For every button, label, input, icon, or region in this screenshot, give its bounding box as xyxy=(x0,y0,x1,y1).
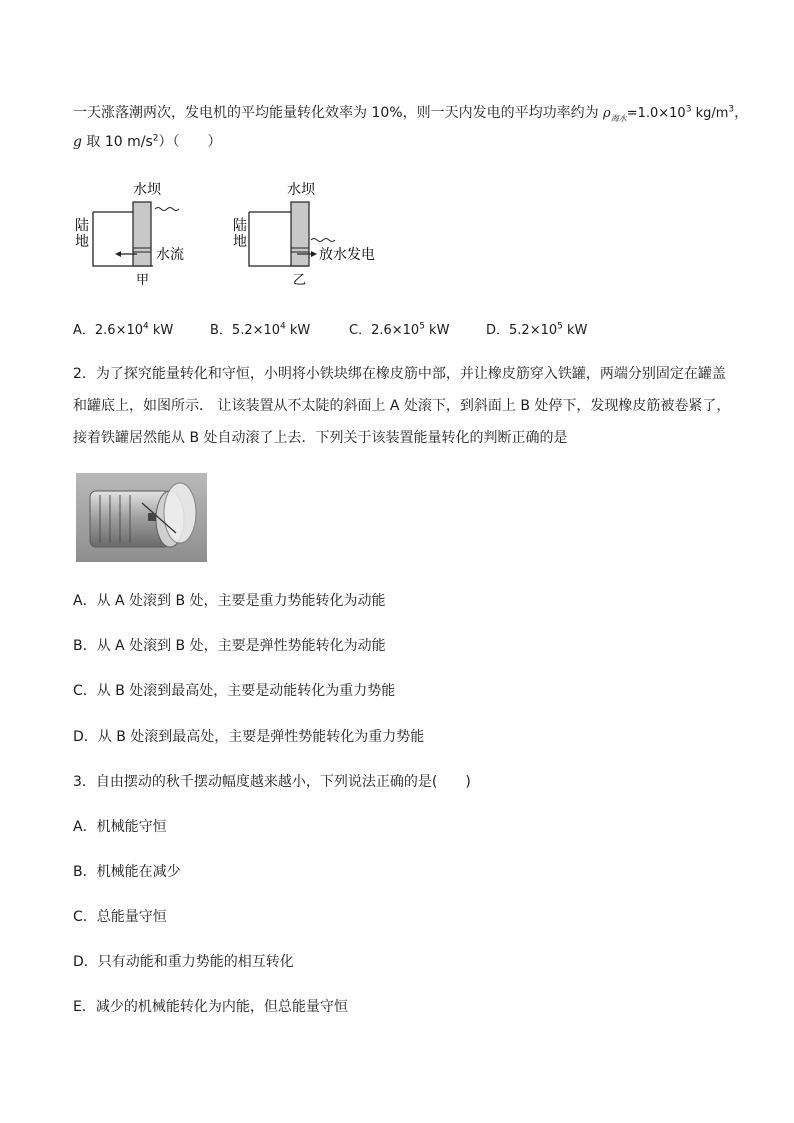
yi-land-label-2: 地 xyxy=(233,234,247,250)
q1-option-b-value: 5.2×10 xyxy=(231,323,281,338)
q3-stem: 3．自由摆动的秋千摆动幅度越来越小，下列说法正确的是( ) xyxy=(73,774,471,790)
iron-block xyxy=(148,513,156,521)
q2-option-a[interactable]: A．从 A 处滚到 B 处，主要是重力势能转化为动能 xyxy=(73,593,386,609)
q3-option-c[interactable]: C．总能量守恒 xyxy=(73,909,167,925)
rho-unit: kg/m xyxy=(691,106,729,121)
q1-option-a[interactable] xyxy=(73,319,173,338)
q2-stem-line-1: 2．为了探究能量转化和守恒，小明将小铁块绑在橡皮筋中部，并让橡皮筋穿入铁罐，两端分别固定在罐盖 xyxy=(73,366,726,382)
rho-subscript: 海水 xyxy=(610,113,627,123)
q3-option-d[interactable]: D．只有动能和重力势能的相互转化 xyxy=(73,954,294,970)
q2-stem-line-2: 和罐底上，如图所示． 让该装置从不太陡的斜面上 A 处滚下，到斜面上 B 处停下，发现橡皮筋被卷紧了， xyxy=(73,398,731,414)
q1-option-a-label: A． xyxy=(73,323,95,338)
jia-dam-label: 水坝 xyxy=(133,182,161,198)
yi-land-label-1: 陆 xyxy=(233,218,247,234)
rho-exponent: 3 xyxy=(685,104,692,115)
yi-dam xyxy=(291,202,309,266)
rho-symbol: ρ xyxy=(603,106,611,121)
q1-option-a-value: 2.6×10 xyxy=(94,323,144,338)
jia-land-label-2: 地 xyxy=(75,234,89,250)
q2-option-b[interactable]: B．从 A 处滚到 B 处，主要是弹性势能转化为动能 xyxy=(73,638,386,654)
q1-stem-text: 一天涨落潮两次，发电机的平均能量转化效率为 10%，则一天内发电的平均功率约为 xyxy=(73,105,599,121)
jia-flow-label: 水流 xyxy=(156,247,184,263)
q1-option-c[interactable] xyxy=(349,319,449,338)
q2-option-d[interactable]: D．从 B 处滚到最高处，主要是弹性势能转化为重力势能 xyxy=(73,729,425,745)
jia-land-label-1: 陆 xyxy=(75,218,89,234)
yi-arrow-head xyxy=(311,251,317,257)
jia-sea-wave xyxy=(155,208,179,211)
q1-answer-blank: ）（ ） xyxy=(158,134,222,150)
q1-stem-line-1 xyxy=(73,103,748,129)
g-symbol: g xyxy=(73,134,82,150)
q3-option-e[interactable]: E．减少的机械能转化为内能，但总能量守恒 xyxy=(73,999,348,1015)
jia-dam xyxy=(133,202,151,266)
rho-unit-exponent: 3 xyxy=(728,104,735,115)
jia-arrow-head xyxy=(115,251,121,257)
q1-option-b-unit: kW xyxy=(285,323,311,338)
iron-can-photo xyxy=(76,473,207,562)
q1-option-d-label: D． xyxy=(486,323,510,338)
q1-option-c-label: C． xyxy=(349,323,372,338)
q1-stem-line-2 xyxy=(73,132,222,152)
yi-flow-label: 放水发电 xyxy=(319,247,375,263)
q1-option-d-unit: kW xyxy=(562,323,588,338)
q1-option-d[interactable] xyxy=(486,319,587,338)
q1-option-c-unit: kW xyxy=(424,323,450,338)
q1-option-b[interactable] xyxy=(210,319,310,338)
q1-option-b-label: B． xyxy=(210,323,232,338)
q2-option-c[interactable]: C．从 B 处滚到最高处，主要是动能转化为重力势能 xyxy=(73,683,396,699)
figure-jia xyxy=(73,178,213,290)
q2-stem-line-3: 接着铁罐居然能从 B 处自动滚了上去．下列关于该装置能量转化的判断正确的是 xyxy=(73,430,568,446)
yi-sea-wave xyxy=(311,239,335,242)
q1-option-c-exp: 5 xyxy=(419,321,425,332)
q3-option-a[interactable]: A．机械能守恒 xyxy=(73,819,167,835)
q1-option-d-exp: 5 xyxy=(557,321,563,332)
q3-option-b[interactable]: B．机械能在减少 xyxy=(73,864,181,880)
rho-value: =1.0×10 xyxy=(626,106,686,121)
yi-caption: 乙 xyxy=(293,273,307,288)
q1-option-d-value: 5.2×10 xyxy=(509,323,558,338)
figure-yi xyxy=(231,178,391,290)
q1-option-b-exp: 4 xyxy=(280,321,286,332)
q1-option-a-unit: kW xyxy=(148,323,174,338)
g-exponent: 2 xyxy=(152,133,159,144)
g-value: 取 10 m/s xyxy=(81,134,153,150)
rho-end: ， xyxy=(734,105,749,121)
q1-option-c-value: 2.6×10 xyxy=(371,323,420,338)
jia-caption: 甲 xyxy=(136,273,150,288)
can-lid xyxy=(164,483,196,543)
q1-option-a-exp: 4 xyxy=(143,321,149,332)
yi-dam-label: 水坝 xyxy=(287,182,315,198)
